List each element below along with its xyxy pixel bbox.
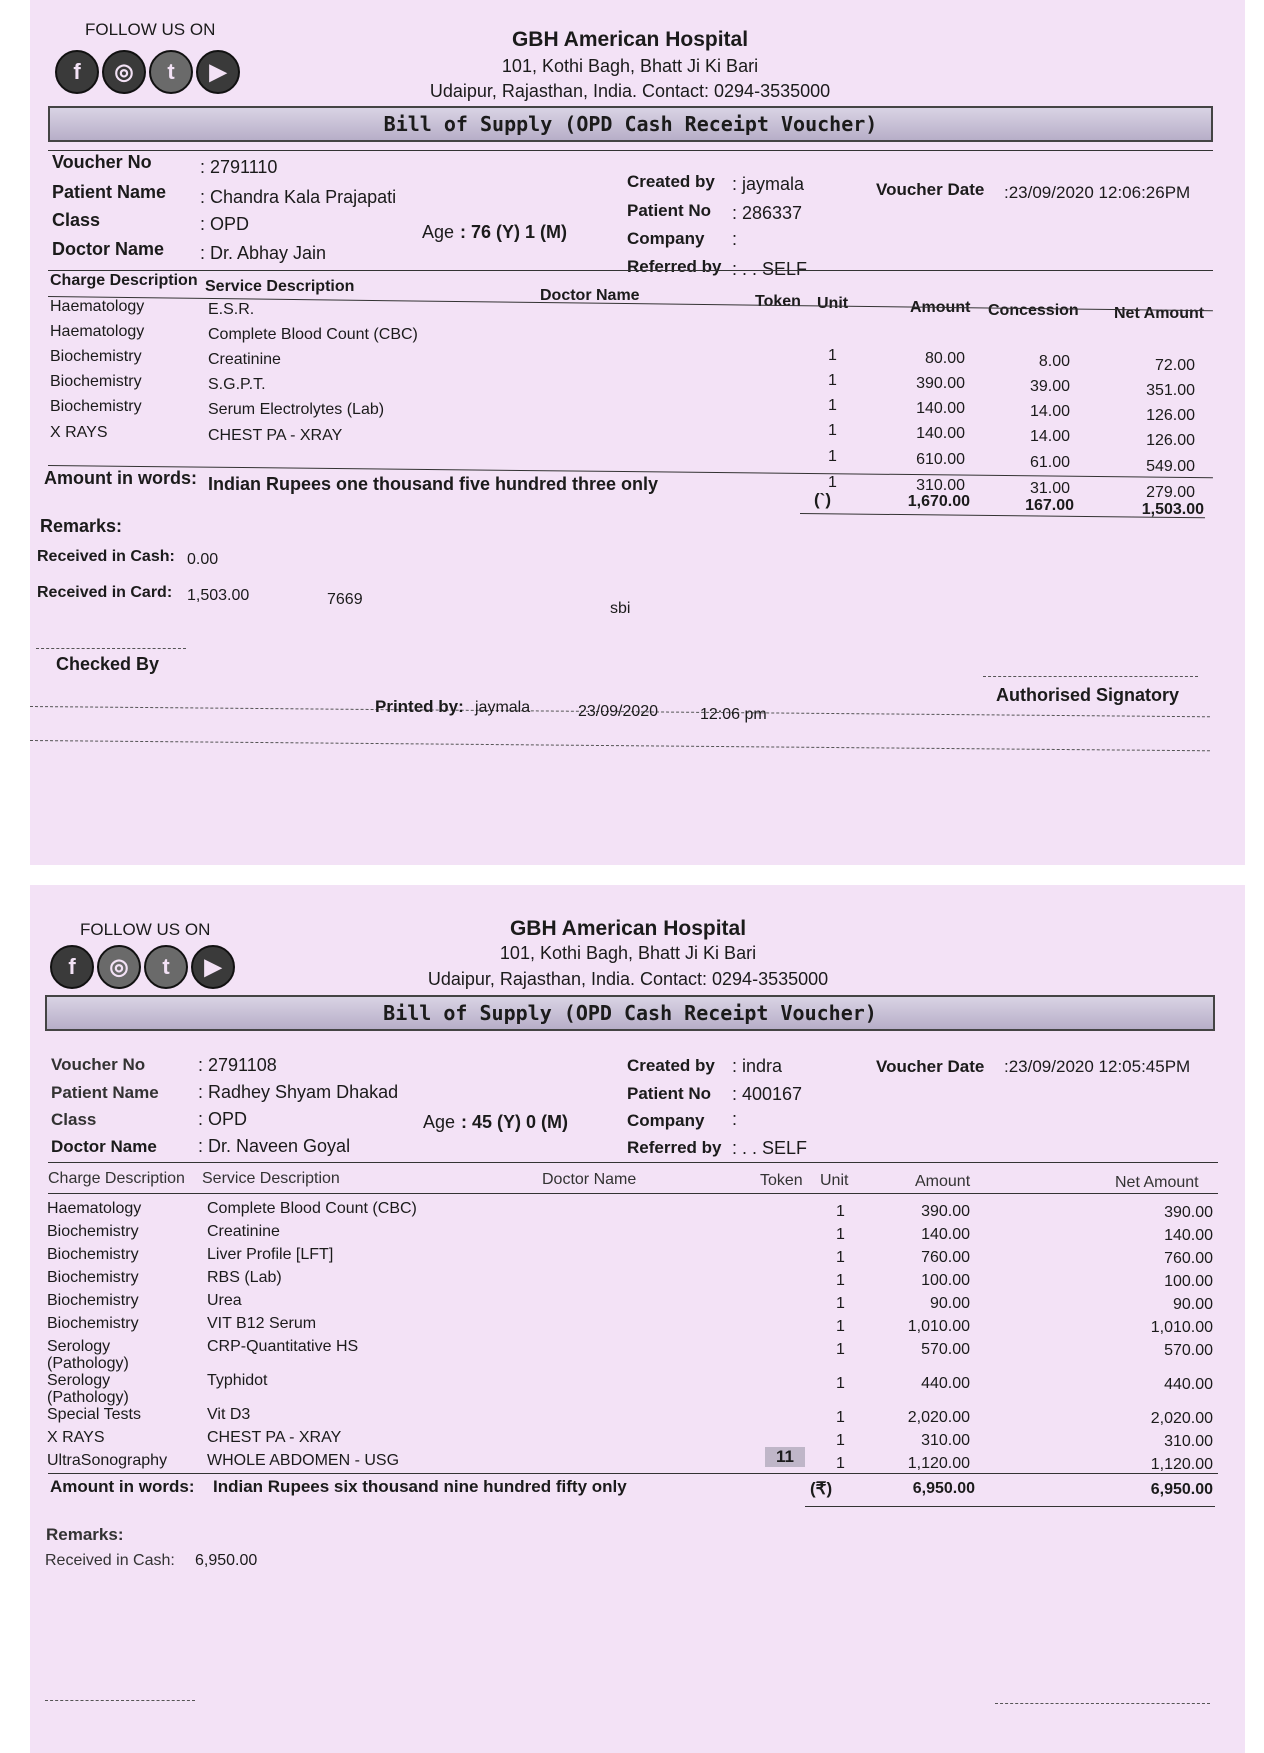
amount: 390.00 <box>921 1203 970 1220</box>
unit: 1 <box>828 397 837 414</box>
company-label: Company <box>627 1111 705 1130</box>
amount: 80.00 <box>924 350 965 367</box>
amount: 390.00 <box>916 375 965 392</box>
instagram-icon[interactable]: ◎ <box>102 50 146 94</box>
amount: 760.00 <box>921 1249 970 1266</box>
received-cash-label: Received in Cash: <box>45 1552 175 1569</box>
receipt-2 <box>30 885 1245 1753</box>
col-net-amount: Net Amount <box>1114 305 1205 322</box>
class-value: : OPD <box>200 214 250 234</box>
concession: 31.00 <box>1029 480 1070 497</box>
hospital-address-1: 101, Kothi Bagh, Bhatt Ji Ki Bari <box>501 56 759 76</box>
referred-by-value: : . . SELF <box>732 1138 808 1158</box>
divider <box>48 150 1213 151</box>
patient-no-value: : 286337 <box>732 203 803 223</box>
unit: 1 <box>836 1249 845 1266</box>
charge-description: Haematology <box>50 323 145 340</box>
total-amount: 1,670.00 <box>907 493 970 510</box>
printed-date: 23/09/2020 <box>578 703 659 720</box>
net-amount: 140.00 <box>1164 1227 1213 1244</box>
remarks-label: Remarks: <box>40 516 123 536</box>
receipt-1 <box>30 0 1245 865</box>
col-doctor-name: Doctor Name <box>540 287 640 304</box>
concession: 8.00 <box>1038 353 1070 370</box>
authorised-signatory-label: Authorised Signatory <box>996 685 1180 705</box>
charge-description: Biochemistry <box>50 373 142 390</box>
col-token: Token <box>760 1172 803 1189</box>
token-number: 11 <box>765 1447 805 1467</box>
amount-in-words-label: Amount in words: <box>44 468 197 488</box>
facebook-icon[interactable]: f <box>50 945 94 989</box>
doctor-name-value: : Dr. Naveen Goyal <box>198 1136 351 1156</box>
charge-description: Biochemistry <box>47 1246 139 1263</box>
net-amount: 72.00 <box>1154 357 1195 374</box>
total-concession: 167.00 <box>1025 497 1074 514</box>
charge-description: Haematology <box>50 298 145 315</box>
amount-in-words-value: Indian Rupees six thousand nine hundred fifty only <box>213 1477 627 1496</box>
service-description: Vit D3 <box>207 1406 251 1423</box>
hospital-address-1: 101, Kothi Bagh, Bhatt Ji Ki Bari <box>499 943 757 963</box>
amount: 570.00 <box>921 1341 970 1358</box>
service-description: Serum Electrolytes (Lab) <box>208 401 385 418</box>
class-label: Class <box>52 210 101 230</box>
net-amount: 351.00 <box>1146 382 1195 399</box>
col-concession: Concession <box>988 302 1079 319</box>
twitter-icon[interactable]: t <box>149 50 193 94</box>
checked-by-label: Checked By <box>56 654 160 674</box>
remarks-label: Remarks: <box>46 1525 124 1544</box>
concession: 14.00 <box>1029 428 1070 445</box>
unit: 1 <box>836 1203 845 1220</box>
service-description: CRP-Quantitative HS <box>207 1338 359 1355</box>
amount: 140.00 <box>916 425 965 442</box>
received-cash-value: 0.00 <box>187 551 219 568</box>
company-value: : <box>732 1109 738 1129</box>
net-amount: 310.00 <box>1164 1433 1213 1450</box>
patient-name-label: Patient Name <box>51 1083 159 1102</box>
divider <box>48 1162 1218 1163</box>
col-service-description: Service Description <box>205 278 355 295</box>
unit: 1 <box>828 372 837 389</box>
created-by-value: : jaymala <box>732 174 805 194</box>
voucher-no-label: Voucher No <box>52 152 152 172</box>
unit: 1 <box>836 1375 845 1392</box>
unit: 1 <box>836 1318 845 1335</box>
col-charge-description: Charge Description <box>48 1170 185 1187</box>
unit: 1 <box>836 1409 845 1426</box>
amount-in-words-label: Amount in words: <box>50 1477 195 1496</box>
twitter-icon[interactable]: t <box>144 945 188 989</box>
service-description: CHEST PA - XRAY <box>207 1429 342 1446</box>
printed-time: 12:06 pm <box>700 706 767 723</box>
referred-by-label: Referred by <box>627 1138 722 1157</box>
service-description: Liver Profile [LFT] <box>207 1246 334 1263</box>
amount: 440.00 <box>921 1375 970 1392</box>
referred-by-label: Referred by <box>627 257 722 276</box>
received-card-value: 1,503.00 <box>187 587 250 604</box>
charge-description: Biochemistry <box>47 1315 139 1332</box>
total-underline <box>805 1506 1215 1507</box>
doctor-name-label: Doctor Name <box>52 239 165 259</box>
patient-name-label: Patient Name <box>52 182 167 202</box>
unit: 1 <box>828 347 837 364</box>
card-reference: 7669 <box>327 591 363 608</box>
header-divider <box>48 1193 1218 1194</box>
net-amount: 549.00 <box>1146 458 1195 475</box>
hospital-name: GBH American Hospital <box>509 917 747 940</box>
col-charge-description: Charge Description <box>50 272 198 289</box>
facebook-icon[interactable]: f <box>55 50 99 94</box>
service-description: WHOLE ABDOMEN - USG <box>207 1452 400 1469</box>
net-amount: 570.00 <box>1164 1342 1213 1359</box>
charge-description: Biochemistry <box>47 1269 139 1286</box>
service-description: Creatinine <box>208 351 281 368</box>
amount: 100.00 <box>921 1272 970 1289</box>
unit: 1 <box>836 1295 845 1312</box>
social-icons <box>55 50 240 94</box>
unit: 1 <box>828 474 837 491</box>
patient-no-label: Patient No <box>627 201 712 220</box>
voucher-date-label: Voucher Date <box>876 180 985 199</box>
printed-by-label: Printed by: <box>375 697 464 716</box>
follow-us-label: FOLLOW US ON <box>80 920 211 939</box>
charge-description: Biochemistry <box>50 348 142 365</box>
checked-by-line <box>36 648 186 649</box>
service-description: Typhidot <box>207 1372 268 1389</box>
col-service-description: Service Description <box>202 1170 340 1187</box>
printed-by-value: jaymala <box>475 699 531 716</box>
amount: 2,020.00 <box>907 1409 970 1426</box>
company-label: Company <box>627 229 705 248</box>
charge-description: UltraSonography <box>47 1452 168 1469</box>
service-description: CHEST PA - XRAY <box>208 427 343 444</box>
created-by-label: Created by <box>627 172 715 191</box>
hospital-address-2: Udaipur, Rajasthan, India. Contact: 0294-3535000 <box>429 81 831 101</box>
signature-line <box>995 1703 1210 1704</box>
class-value: : OPD <box>198 1109 248 1129</box>
col-unit: Unit <box>817 295 849 312</box>
age-value: : 76 (Y) 1 (M) <box>460 222 568 242</box>
service-description: Complete Blood Count (CBC) <box>207 1200 417 1217</box>
net-amount: 2,020.00 <box>1150 1410 1213 1427</box>
currency-symbol: (₹) <box>810 1479 833 1498</box>
net-amount: 90.00 <box>1172 1296 1213 1313</box>
print-divider <box>30 740 1210 751</box>
concession: 14.00 <box>1029 403 1070 420</box>
col-net-amount: Net Amount <box>1115 1174 1199 1191</box>
net-amount: 1,120.00 <box>1150 1456 1213 1473</box>
patient-name-value: : Radhey Shyam Dhakad <box>198 1082 399 1102</box>
service-description: Complete Blood Count (CBC) <box>208 326 418 343</box>
bank-name: sbi <box>610 600 631 617</box>
charge-description: X RAYS <box>50 424 108 441</box>
amount: 610.00 <box>916 451 965 468</box>
net-amount: 390.00 <box>1164 1204 1213 1221</box>
net-amount: 279.00 <box>1146 484 1195 501</box>
net-amount: 126.00 <box>1146 432 1195 449</box>
age-value: : 45 (Y) 0 (M) <box>461 1112 569 1132</box>
concession: 39.00 <box>1029 378 1070 395</box>
amount: 140.00 <box>916 400 965 417</box>
amount: 310.00 <box>921 1432 970 1449</box>
unit: 1 <box>836 1432 845 1449</box>
charge-description: Serology (Pathology) <box>47 1372 129 1406</box>
signature-line <box>983 676 1198 677</box>
hospital-name: GBH American Hospital <box>511 28 749 51</box>
voucher-date-value: :23/09/2020 12:05:45PM <box>1004 1057 1191 1076</box>
class-label: Class <box>51 1110 97 1129</box>
created-by-value: : indra <box>732 1056 783 1076</box>
social-icons <box>50 945 235 989</box>
bill-title: Bill of Supply (OPD Cash Receipt Voucher) <box>48 106 1213 142</box>
voucher-no-label: Voucher No <box>51 1055 146 1074</box>
amount: 310.00 <box>916 477 965 494</box>
bill-title: Bill of Supply (OPD Cash Receipt Voucher) <box>45 995 1215 1031</box>
checked-by-line <box>45 1700 195 1701</box>
net-amount: 440.00 <box>1164 1376 1213 1393</box>
voucher-no-value: : 2791108 <box>198 1055 277 1075</box>
service-description: E.S.R. <box>208 301 255 318</box>
amount: 90.00 <box>929 1295 970 1312</box>
col-unit: Unit <box>820 1172 849 1189</box>
charge-description: Haematology <box>47 1200 142 1217</box>
service-description: Urea <box>207 1292 242 1309</box>
follow-us-label: FOLLOW US ON <box>85 20 216 39</box>
unit: 1 <box>828 448 837 465</box>
youtube-icon[interactable]: ▶ <box>191 945 235 989</box>
charge-description: Serology (Pathology) <box>47 1338 129 1372</box>
referred-by-value: : . . SELF <box>732 259 808 279</box>
voucher-no-value: : 2791110 <box>200 157 278 177</box>
charge-description: Biochemistry <box>50 398 142 415</box>
hospital-address-2: Udaipur, Rajasthan, India. Contact: 0294-3535000 <box>427 969 829 989</box>
concession: 61.00 <box>1029 454 1070 471</box>
instagram-icon[interactable]: ◎ <box>97 945 141 989</box>
age-label: Age <box>422 222 455 242</box>
total-amount: 6,950.00 <box>912 1480 975 1497</box>
col-doctor-name: Doctor Name <box>542 1171 637 1188</box>
net-amount: 760.00 <box>1164 1250 1213 1267</box>
service-description: VIT B12 Serum <box>207 1315 317 1332</box>
doctor-name-label: Doctor Name <box>51 1137 157 1156</box>
amount: 1,120.00 <box>907 1455 970 1472</box>
amount: 1,010.00 <box>907 1318 970 1335</box>
unit: 1 <box>836 1272 845 1289</box>
created-by-label: Created by <box>627 1056 715 1075</box>
amount-in-words-value: Indian Rupees one thousand five hundred three only <box>208 474 659 494</box>
patient-no-label: Patient No <box>627 1084 712 1103</box>
net-amount: 126.00 <box>1146 407 1195 424</box>
net-amount: 100.00 <box>1164 1273 1213 1290</box>
unit: 1 <box>828 422 837 439</box>
patient-no-value: : 400167 <box>732 1084 803 1104</box>
received-cash-label: Received in Cash: <box>37 548 175 565</box>
amount: 140.00 <box>921 1226 970 1243</box>
unit: 1 <box>836 1341 845 1358</box>
received-cash-value: 6,950.00 <box>195 1552 258 1569</box>
col-token: Token <box>755 293 801 310</box>
total-net-amount: 1,503.00 <box>1141 501 1204 518</box>
charge-description: X RAYS <box>47 1429 105 1446</box>
voucher-date-label: Voucher Date <box>876 1057 985 1076</box>
service-description: Creatinine <box>207 1223 280 1240</box>
col-amount: Amount <box>915 1173 971 1190</box>
service-description: S.G.P.T. <box>208 376 266 393</box>
age-label: Age <box>423 1112 456 1132</box>
doctor-name-value: : Dr. Abhay Jain <box>200 243 327 263</box>
received-card-label: Received in Card: <box>37 584 173 601</box>
total-net-amount: 6,950.00 <box>1150 1481 1213 1498</box>
col-amount: Amount <box>910 299 971 316</box>
service-description: RBS (Lab) <box>207 1269 282 1286</box>
divider <box>48 1473 1218 1474</box>
charge-description: Biochemistry <box>47 1223 139 1240</box>
unit: 1 <box>836 1455 845 1472</box>
charge-description: Biochemistry <box>47 1292 139 1309</box>
voucher-date-value: :23/09/2020 12:06:26PM <box>1004 183 1191 202</box>
unit: 1 <box>836 1226 845 1243</box>
patient-name-value: : Chandra Kala Prajapati <box>200 187 397 207</box>
youtube-icon[interactable]: ▶ <box>196 50 240 94</box>
divider <box>48 270 1213 271</box>
charge-description: Special Tests <box>47 1406 141 1423</box>
company-value: : <box>732 229 738 249</box>
net-amount: 1,010.00 <box>1150 1319 1213 1336</box>
currency-symbol: (`) <box>814 490 831 509</box>
